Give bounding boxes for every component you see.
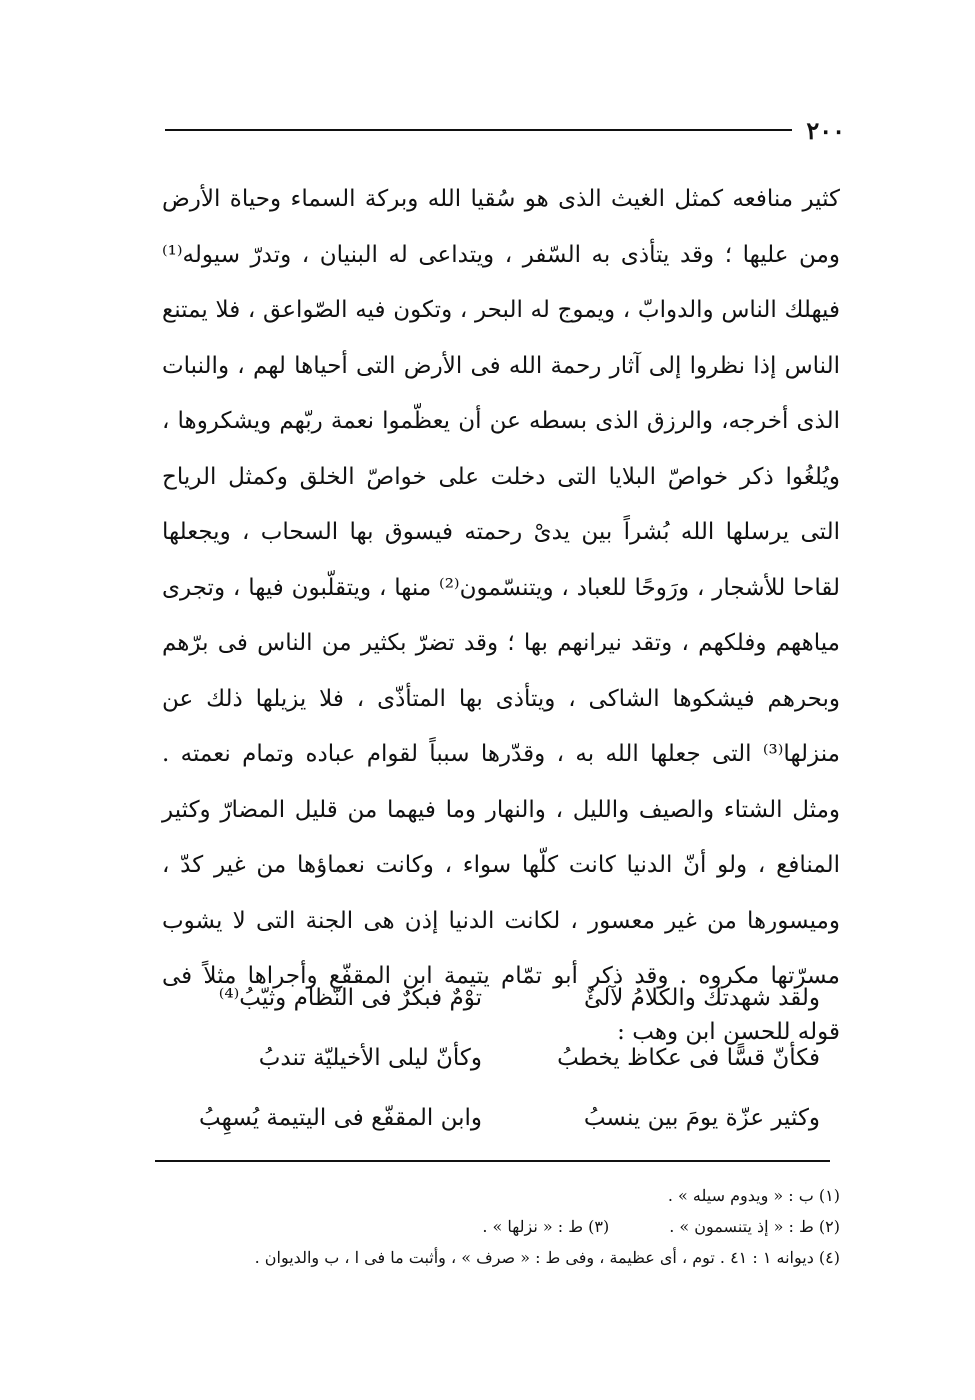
main-text: [162, 172, 840, 1060]
poem-verse: [170, 968, 820, 1028]
verse-second-hemistich: وكأنّ ليلى الأخيليّة تندبُ: [258, 1045, 482, 1071]
page-number: ٢٠٠: [806, 115, 845, 145]
footnote-1: (١) ب : « ويدوم سيله » .: [667, 1186, 840, 1205]
poem: [170, 968, 820, 1148]
poem-verse: [170, 1088, 820, 1148]
footnote-4: (٤) ديوانه ١ : ٤١ . توم ، أى عظيمة ، وفى ط : « صرف » ، وأثبت ما فى ا ، ب والديوان .: [254, 1248, 840, 1267]
verse-first-hemistich: ولقد شهدتك والكلامُ لآلئٌ: [584, 985, 820, 1011]
header-rule: [165, 129, 792, 131]
verse-second-hemistich: وابن المقفّع فى اليتيمة يُسهِبُ: [199, 1105, 482, 1131]
poem-verse: [170, 1028, 820, 1088]
footnote-3: (٣) ط : « نزلها » .: [482, 1217, 610, 1236]
footnote-rule: [155, 1160, 830, 1162]
verse-first-hemistich: فكأنّ قسًّا فى عكاظ يخطبُ: [557, 1045, 820, 1071]
page-header: [165, 110, 845, 150]
verse-second-hemistich: توْمٌ فبكرٌ فى النّظام وثيّبُ⁽⁴⁾: [218, 985, 482, 1011]
verse-first-hemistich: وكثير عزّة يومَ بين ينسبُ: [583, 1105, 820, 1131]
footnotes: [160, 1180, 840, 1273]
main-paragraph: كثير منافعه كمثل الغيث الذى هو سُقيا الله وبركة السماء وحياة الأرض ومن عليها ؛ وقد يتأذى به السّفر ، ويتداعى له البنيان ، وتدرّ سيوله⁽¹⁾ فيهلك الناس والدوابّ ، ويموج له البحر ، وتكون فيه الصّواعق ، فلا يمتنع الناس إذا نظروا إلى آثار رحمة الله فى الأرض التى أحياها لهم ، والنبات الذى أخرجه، والرزق الذى بسطه عن أن يعظّموا نعمة ربّهم ويشكروها ، ويُلغُوا ذكر خواصّ البلايا التى دخلت على خواصّ الخلق وكمثل الرياح التى يرسلها الله بُشراً بين يدىْ رحمته فيسوق بها السحاب ، ويجعلها لقاحا للأشجار ، ورَوحًا للعباد ، ويتنسّمون⁽²⁾ منها ، ويتقلّبون فيها ، وتجرى مياههم وفلكهم ، وتقد نيرانهم بها ؛ وقد تضرّ بكثير من الناس فى برّهم وبحرهم فيشكوها الشاكى ، ويتأذى بها المتأذّى ، فلا يزيلها ذلك عن منزلها⁽³⁾ التى جعلها الله به ، وقدّرها سبباً لقوام عباده وتمام نعمته . ومثل الشتاء والصيف والليل ، والنهار وما فيهما من قليل المضارّ وكثير المنافع ، ولو أنّ الدنيا كانت كلّها سواء ، وكانت نعماؤها من غير كدّ ، وميسورها من غير معسور ، لكانت الدنيا إذن هى الجنة التى لا يشوب مسرّتها مكروه . وقد ذكر أبو تمّام يتيمة ابن المقفّع وأجراها مثلاً فى قوله للحسن ابن وهب :: [162, 186, 841, 1045]
footnote-row: [160, 1211, 840, 1242]
footnote-2: (٢) ط : « إذ يتنسمون » .: [669, 1217, 840, 1236]
